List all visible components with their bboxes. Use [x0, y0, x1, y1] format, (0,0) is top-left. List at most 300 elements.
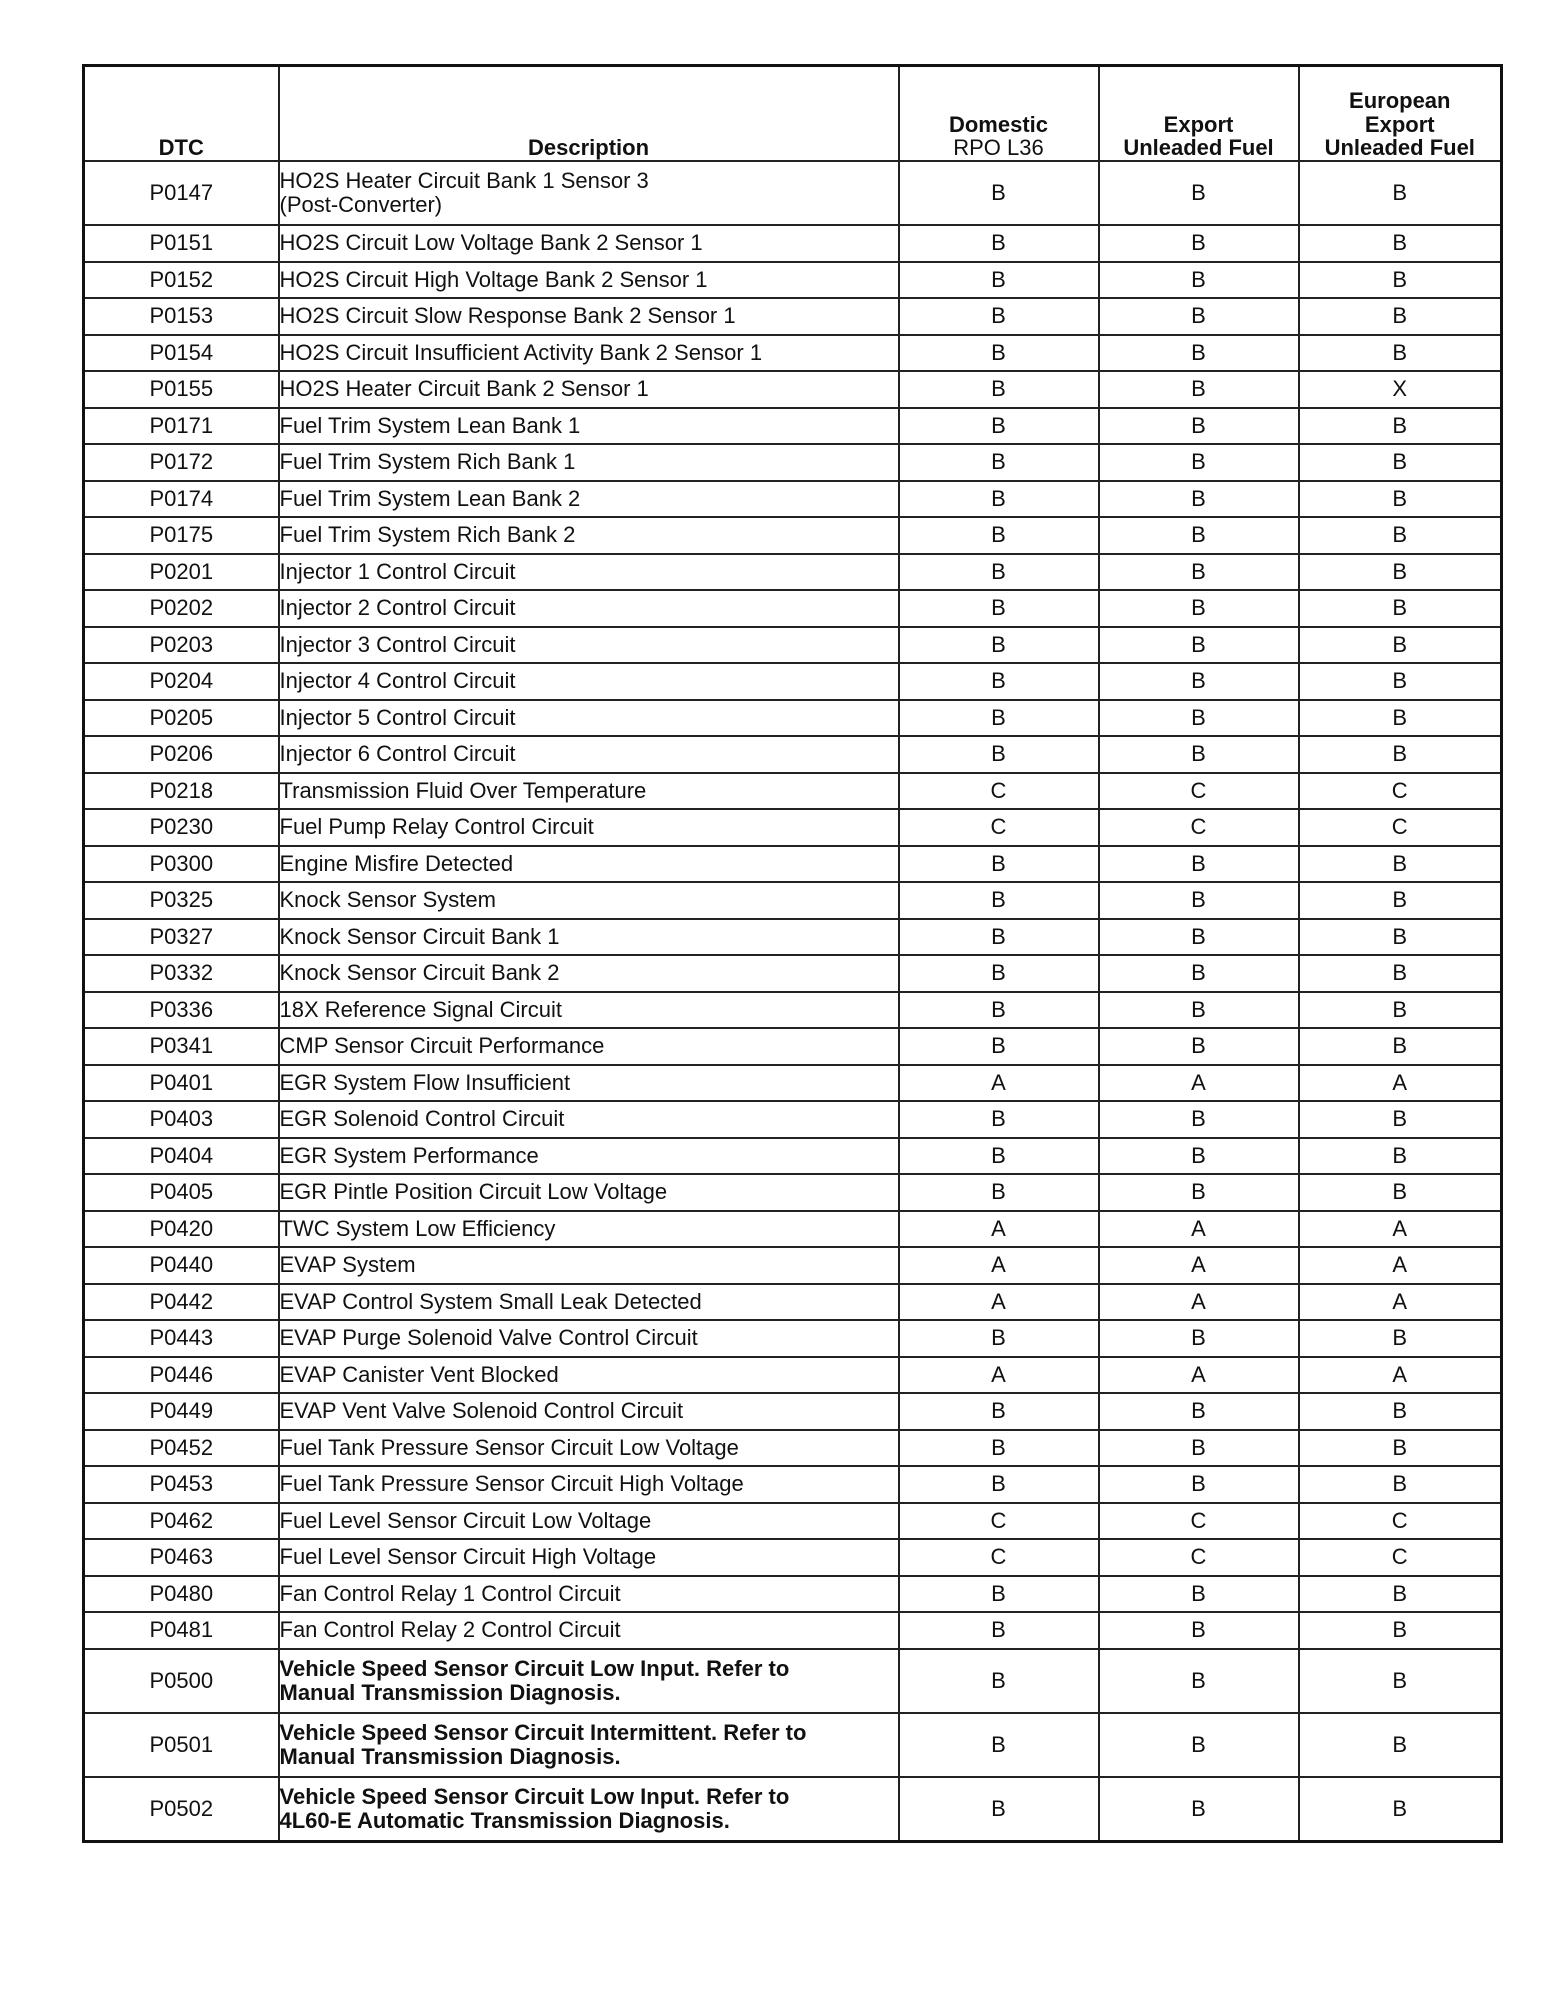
table-row	[84, 663, 1502, 700]
description-cell	[279, 444, 899, 481]
european-export-cell: A	[1299, 1065, 1502, 1102]
table-row	[84, 1138, 1502, 1175]
export-cell: B	[1099, 1138, 1299, 1175]
domestic-cell: C	[899, 1539, 1099, 1576]
domestic-cell: C	[899, 809, 1099, 846]
description-line: TWC System Low Efficiency	[279, 1215, 556, 1241]
european-export-cell: B	[1299, 1777, 1502, 1842]
header-dtc: DTC	[84, 66, 279, 162]
dtc-code-cell: P0154	[84, 335, 279, 372]
dtc-table	[82, 64, 1503, 1843]
european-export-cell: B	[1299, 590, 1502, 627]
table-row	[84, 298, 1502, 335]
table-row	[84, 481, 1502, 518]
description-cell	[279, 1174, 899, 1211]
description-line: (Post-Converter)	[279, 192, 443, 217]
table-row	[84, 1649, 1502, 1713]
table-row	[84, 736, 1502, 773]
description-line: EVAP Purge Solenoid Valve Control Circuit	[279, 1325, 698, 1351]
description-cell	[279, 161, 899, 225]
description-line: Fan Control Relay 1 Control Circuit	[279, 1580, 621, 1606]
european-export-cell: B	[1299, 882, 1502, 919]
domestic-cell: B	[899, 225, 1099, 262]
export-cell: B	[1099, 919, 1299, 956]
dtc-code-cell: P0218	[84, 773, 279, 810]
export-cell: B	[1099, 1576, 1299, 1613]
european-export-cell: B	[1299, 481, 1502, 518]
dtc-code-cell: P0420	[84, 1211, 279, 1248]
domestic-cell: B	[899, 663, 1099, 700]
domestic-cell: B	[899, 262, 1099, 299]
dtc-code-cell: P0463	[84, 1539, 279, 1576]
domestic-cell: B	[899, 1101, 1099, 1138]
export-cell: B	[1099, 736, 1299, 773]
description-cell	[279, 1430, 899, 1467]
domestic-cell: A	[899, 1065, 1099, 1102]
description-cell	[279, 1101, 899, 1138]
export-cell: B	[1099, 262, 1299, 299]
dtc-code-cell: P0501	[84, 1713, 279, 1777]
description-line: Transmission Fluid Over Temperature	[279, 777, 647, 803]
dtc-code-cell: P0151	[84, 225, 279, 262]
european-export-cell: A	[1299, 1211, 1502, 1248]
table-row	[84, 1174, 1502, 1211]
header-row	[84, 66, 1502, 162]
export-cell: B	[1099, 1320, 1299, 1357]
export-cell: B	[1099, 700, 1299, 737]
export-cell: B	[1099, 371, 1299, 408]
european-export-cell: B	[1299, 517, 1502, 554]
description-cell	[279, 1284, 899, 1321]
description-line: Knock Sensor System	[279, 887, 496, 913]
domestic-cell: B	[899, 992, 1099, 1029]
description-line: EGR System Performance	[279, 1142, 539, 1168]
description-cell	[279, 371, 899, 408]
domestic-cell: B	[899, 1649, 1099, 1713]
table-row	[84, 1777, 1502, 1842]
dtc-code-cell: P0155	[84, 371, 279, 408]
description-line: Vehicle Speed Sensor Circuit Low Input. Refer to	[279, 1783, 790, 1809]
dtc-code-cell: P0205	[84, 700, 279, 737]
description-cell	[279, 225, 899, 262]
export-cell: B	[1099, 882, 1299, 919]
european-export-cell: B	[1299, 846, 1502, 883]
domestic-cell: B	[899, 627, 1099, 664]
table-row	[84, 1028, 1502, 1065]
description-line: CMP Sensor Circuit Performance	[279, 1033, 605, 1059]
description-line: Fuel Tank Pressure Sensor Circuit High Voltage	[279, 1471, 744, 1497]
european-export-cell: B	[1299, 1466, 1502, 1503]
dtc-code-cell: P0172	[84, 444, 279, 481]
description-line: Fuel Level Sensor Circuit Low Voltage	[279, 1507, 652, 1533]
description-line: Fuel Tank Pressure Sensor Circuit Low Voltage	[279, 1434, 739, 1460]
description-line: EVAP Vent Valve Solenoid Control Circuit	[279, 1398, 684, 1424]
export-cell: C	[1099, 809, 1299, 846]
description-line: 4L60-E Automatic Transmission Diagnosis.	[279, 1807, 730, 1833]
export-cell: C	[1099, 1503, 1299, 1540]
description-cell	[279, 1357, 899, 1394]
header-european-export: European Export Unleaded Fuel	[1299, 66, 1502, 162]
table-row	[84, 262, 1502, 299]
dtc-code-cell: P0401	[84, 1065, 279, 1102]
european-export-cell: B	[1299, 1028, 1502, 1065]
domestic-cell: A	[899, 1211, 1099, 1248]
description-line: Fuel Trim System Lean Bank 1	[279, 412, 581, 438]
european-export-cell: B	[1299, 554, 1502, 591]
domestic-cell: C	[899, 773, 1099, 810]
domestic-cell: B	[899, 955, 1099, 992]
description-line: Injector 2 Control Circuit	[279, 595, 516, 621]
european-export-cell: B	[1299, 335, 1502, 372]
description-cell	[279, 1065, 899, 1102]
description-cell	[279, 700, 899, 737]
table-row	[84, 882, 1502, 919]
domestic-cell: B	[899, 444, 1099, 481]
domestic-cell: B	[899, 919, 1099, 956]
description-line: Injector 6 Control Circuit	[279, 741, 516, 767]
european-export-cell: B	[1299, 1393, 1502, 1430]
european-export-cell: A	[1299, 1357, 1502, 1394]
table-row	[84, 1466, 1502, 1503]
domestic-cell: B	[899, 298, 1099, 335]
export-cell: B	[1099, 1393, 1299, 1430]
export-cell: B	[1099, 663, 1299, 700]
description-line: EGR System Flow Insufficient	[279, 1069, 571, 1095]
european-export-cell: C	[1299, 809, 1502, 846]
european-export-cell: B	[1299, 919, 1502, 956]
domestic-cell: B	[899, 1393, 1099, 1430]
dtc-code-cell: P0404	[84, 1138, 279, 1175]
domestic-cell: A	[899, 1247, 1099, 1284]
european-export-cell: B	[1299, 1649, 1502, 1713]
dtc-code-cell: P0203	[84, 627, 279, 664]
table-row	[84, 1284, 1502, 1321]
domestic-cell: B	[899, 554, 1099, 591]
export-cell: B	[1099, 590, 1299, 627]
description-line: EGR Pintle Position Circuit Low Voltage	[279, 1179, 668, 1205]
domestic-cell: B	[899, 481, 1099, 518]
dtc-code-cell: P0300	[84, 846, 279, 883]
export-cell: B	[1099, 1101, 1299, 1138]
european-export-cell: C	[1299, 1503, 1502, 1540]
dtc-code-cell: P0175	[84, 517, 279, 554]
description-cell	[279, 1247, 899, 1284]
description-line: Injector 5 Control Circuit	[279, 704, 516, 730]
domestic-cell: A	[899, 1284, 1099, 1321]
export-cell: B	[1099, 298, 1299, 335]
description-cell	[279, 408, 899, 445]
description-line: EGR Solenoid Control Circuit	[279, 1106, 565, 1132]
export-cell: B	[1099, 161, 1299, 225]
european-export-cell: B	[1299, 700, 1502, 737]
description-cell	[279, 1503, 899, 1540]
european-export-cell: B	[1299, 262, 1502, 299]
domestic-cell: B	[899, 1138, 1099, 1175]
dtc-code-cell: P0202	[84, 590, 279, 627]
description-line: Knock Sensor Circuit Bank 2	[279, 960, 560, 986]
dtc-code-cell: P0453	[84, 1466, 279, 1503]
domestic-cell: B	[899, 1320, 1099, 1357]
description-line: EVAP Control System Small Leak Detected	[279, 1288, 702, 1314]
export-cell: B	[1099, 627, 1299, 664]
dtc-code-cell: P0442	[84, 1284, 279, 1321]
export-cell: B	[1099, 1612, 1299, 1649]
export-cell: B	[1099, 444, 1299, 481]
export-cell: B	[1099, 1713, 1299, 1777]
table-row	[84, 1713, 1502, 1777]
table-row	[84, 1065, 1502, 1102]
export-cell: A	[1099, 1284, 1299, 1321]
description-cell	[279, 773, 899, 810]
european-export-cell: B	[1299, 408, 1502, 445]
description-cell	[279, 1028, 899, 1065]
european-export-cell: B	[1299, 225, 1502, 262]
export-cell: B	[1099, 408, 1299, 445]
dtc-code-cell: P0480	[84, 1576, 279, 1613]
description-line: HO2S Circuit Slow Response Bank 2 Sensor 1	[279, 303, 736, 329]
description-line: EVAP Canister Vent Blocked	[279, 1361, 559, 1387]
table-row	[84, 955, 1502, 992]
description-cell	[279, 1211, 899, 1248]
description-line: Injector 1 Control Circuit	[279, 558, 516, 584]
dtc-code-cell: P0341	[84, 1028, 279, 1065]
export-cell: A	[1099, 1065, 1299, 1102]
export-cell: B	[1099, 992, 1299, 1029]
description-line: Fuel Trim System Lean Bank 2	[279, 485, 581, 511]
table-row	[84, 444, 1502, 481]
domestic-cell: B	[899, 1612, 1099, 1649]
description-cell	[279, 736, 899, 773]
table-row	[84, 335, 1502, 372]
european-export-cell: B	[1299, 736, 1502, 773]
description-cell	[279, 1777, 899, 1842]
description-cell	[279, 992, 899, 1029]
table-body	[84, 161, 1502, 1841]
description-line: Fuel Trim System Rich Bank 2	[279, 522, 576, 548]
export-cell: B	[1099, 481, 1299, 518]
description-cell	[279, 298, 899, 335]
domestic-cell: B	[899, 882, 1099, 919]
domestic-cell: B	[899, 846, 1099, 883]
european-export-cell: B	[1299, 627, 1502, 664]
description-cell	[279, 1576, 899, 1613]
european-export-cell: B	[1299, 1430, 1502, 1467]
description-cell	[279, 1713, 899, 1777]
header-export: Export Unleaded Fuel	[1099, 66, 1299, 162]
dtc-code-cell: P0462	[84, 1503, 279, 1540]
dtc-code-cell: P0327	[84, 919, 279, 956]
description-line: Vehicle Speed Sensor Circuit Low Input. Refer to	[279, 1655, 790, 1681]
domestic-cell: B	[899, 335, 1099, 372]
table-row	[84, 919, 1502, 956]
description-line: Manual Transmission Diagnosis.	[279, 1679, 621, 1705]
european-export-cell: B	[1299, 992, 1502, 1029]
table-row	[84, 1612, 1502, 1649]
domestic-cell: A	[899, 1357, 1099, 1394]
description-cell	[279, 590, 899, 627]
dtc-code-cell: P0452	[84, 1430, 279, 1467]
table-row	[84, 590, 1502, 627]
dtc-code-cell: P0500	[84, 1649, 279, 1713]
domestic-cell: B	[899, 1430, 1099, 1467]
description-cell	[279, 335, 899, 372]
table-row	[84, 1430, 1502, 1467]
table-row	[84, 1503, 1502, 1540]
table-row	[84, 992, 1502, 1029]
domestic-cell: B	[899, 736, 1099, 773]
export-cell: A	[1099, 1211, 1299, 1248]
description-line: Fuel Pump Relay Control Circuit	[279, 814, 594, 840]
description-cell	[279, 663, 899, 700]
dtc-code-cell: P0481	[84, 1612, 279, 1649]
description-cell	[279, 1320, 899, 1357]
table-row	[84, 554, 1502, 591]
domestic-cell: B	[899, 408, 1099, 445]
table-row	[84, 1101, 1502, 1138]
dtc-code-cell: P0403	[84, 1101, 279, 1138]
table-row	[84, 408, 1502, 445]
export-cell: B	[1099, 517, 1299, 554]
description-line: HO2S Heater Circuit Bank 1 Sensor 3	[279, 168, 649, 194]
european-export-cell: C	[1299, 1539, 1502, 1576]
description-cell	[279, 262, 899, 299]
description-line: HO2S Circuit Insufficient Activity Bank 2 Sensor 1	[279, 339, 763, 365]
description-line: Fuel Trim System Rich Bank 1	[279, 449, 576, 475]
dtc-code-cell: P0325	[84, 882, 279, 919]
domestic-cell: C	[899, 1503, 1099, 1540]
description-cell	[279, 627, 899, 664]
description-line: HO2S Heater Circuit Bank 2 Sensor 1	[279, 376, 649, 402]
description-cell	[279, 1138, 899, 1175]
export-cell: A	[1099, 1247, 1299, 1284]
export-cell: B	[1099, 1466, 1299, 1503]
dtc-code-cell: P0230	[84, 809, 279, 846]
dtc-code-cell: P0443	[84, 1320, 279, 1357]
description-line: Manual Transmission Diagnosis.	[279, 1743, 621, 1769]
description-line: Vehicle Speed Sensor Circuit Intermittent. Refer to	[279, 1719, 807, 1745]
table-row	[84, 1357, 1502, 1394]
european-export-cell: B	[1299, 1138, 1502, 1175]
dtc-code-cell: P0204	[84, 663, 279, 700]
european-export-cell: B	[1299, 1713, 1502, 1777]
european-export-cell: B	[1299, 1576, 1502, 1613]
european-export-cell: C	[1299, 773, 1502, 810]
domestic-cell: B	[899, 161, 1099, 225]
table-row	[84, 700, 1502, 737]
european-export-cell: A	[1299, 1247, 1502, 1284]
table-row	[84, 846, 1502, 883]
description-cell	[279, 955, 899, 992]
export-cell: B	[1099, 1777, 1299, 1842]
description-cell	[279, 1612, 899, 1649]
domestic-cell: B	[899, 1466, 1099, 1503]
table-row	[84, 1393, 1502, 1430]
description-cell	[279, 1393, 899, 1430]
european-export-cell: B	[1299, 1612, 1502, 1649]
description-cell	[279, 481, 899, 518]
domestic-cell: B	[899, 700, 1099, 737]
dtc-code-cell: P0206	[84, 736, 279, 773]
export-cell: C	[1099, 1539, 1299, 1576]
dtc-code-cell: P0153	[84, 298, 279, 335]
table-row	[84, 1539, 1502, 1576]
export-cell: B	[1099, 1430, 1299, 1467]
dtc-code-cell: P0502	[84, 1777, 279, 1842]
domestic-cell: B	[899, 1028, 1099, 1065]
table-row	[84, 1247, 1502, 1284]
description-cell	[279, 554, 899, 591]
domestic-cell: B	[899, 371, 1099, 408]
description-cell	[279, 1466, 899, 1503]
export-cell: B	[1099, 1649, 1299, 1713]
export-cell: A	[1099, 1357, 1299, 1394]
european-export-cell: B	[1299, 298, 1502, 335]
description-line: Fuel Level Sensor Circuit High Voltage	[279, 1544, 657, 1570]
dtc-code-cell: P0449	[84, 1393, 279, 1430]
export-cell: B	[1099, 955, 1299, 992]
european-export-cell: A	[1299, 1284, 1502, 1321]
export-cell: B	[1099, 554, 1299, 591]
domestic-cell: B	[899, 1576, 1099, 1613]
table-row	[84, 1576, 1502, 1613]
table-row	[84, 1320, 1502, 1357]
european-export-cell: B	[1299, 444, 1502, 481]
description-line: Injector 3 Control Circuit	[279, 631, 516, 657]
description-line: Knock Sensor Circuit Bank 1	[279, 923, 560, 949]
european-export-cell: B	[1299, 663, 1502, 700]
dtc-code-cell: P0152	[84, 262, 279, 299]
domestic-cell: B	[899, 1777, 1099, 1842]
description-cell	[279, 1539, 899, 1576]
european-export-cell: X	[1299, 371, 1502, 408]
dtc-code-cell: P0332	[84, 955, 279, 992]
dtc-code-cell: P0336	[84, 992, 279, 1029]
dtc-code-cell: P0446	[84, 1357, 279, 1394]
table-row	[84, 517, 1502, 554]
description-line: 18X Reference Signal Circuit	[279, 996, 562, 1022]
dtc-code-cell: P0440	[84, 1247, 279, 1284]
description-cell	[279, 809, 899, 846]
description-cell	[279, 919, 899, 956]
description-cell	[279, 1649, 899, 1713]
export-cell: B	[1099, 1028, 1299, 1065]
domestic-cell: B	[899, 517, 1099, 554]
header-description: Description	[279, 66, 899, 162]
export-cell: B	[1099, 846, 1299, 883]
european-export-cell: B	[1299, 161, 1502, 225]
domestic-cell: B	[899, 1174, 1099, 1211]
export-cell: C	[1099, 773, 1299, 810]
header-domestic: Domestic RPO L36	[899, 66, 1099, 162]
export-cell: B	[1099, 225, 1299, 262]
european-export-cell: B	[1299, 1174, 1502, 1211]
description-line: Engine Misfire Detected	[279, 850, 514, 876]
dtc-code-cell: P0174	[84, 481, 279, 518]
european-export-cell: B	[1299, 1101, 1502, 1138]
table-row	[84, 773, 1502, 810]
description-line: Fan Control Relay 2 Control Circuit	[279, 1617, 621, 1643]
description-line: HO2S Circuit Low Voltage Bank 2 Sensor 1	[279, 230, 703, 256]
table-row	[84, 225, 1502, 262]
export-cell: B	[1099, 1174, 1299, 1211]
european-export-cell: B	[1299, 1320, 1502, 1357]
export-cell: B	[1099, 335, 1299, 372]
table-row	[84, 809, 1502, 846]
domestic-cell: B	[899, 590, 1099, 627]
dtc-code-cell: P0405	[84, 1174, 279, 1211]
table-row	[84, 627, 1502, 664]
description-cell	[279, 882, 899, 919]
